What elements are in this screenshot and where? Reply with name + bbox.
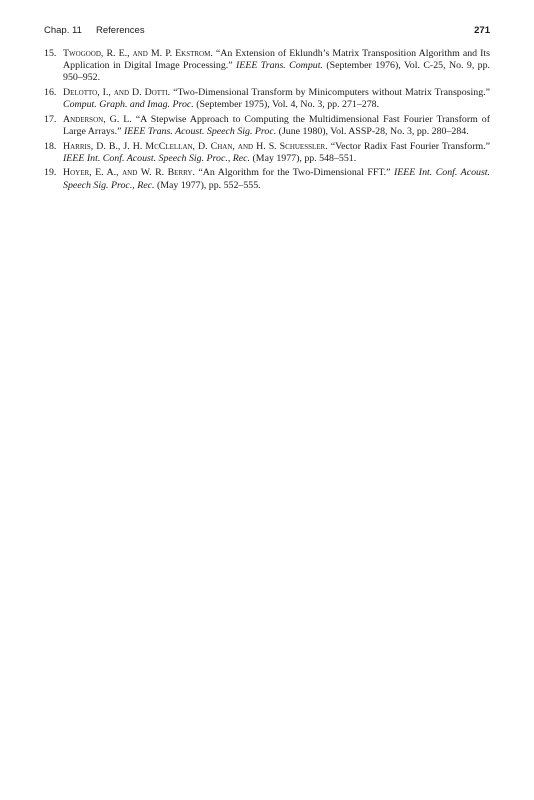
reference-title: “Vector Radix Fast Fourier Transform.” (330, 140, 491, 152)
reference-title: “An Extension of Eklundh’s Matrix Transposition Algorithm and Its Application in Digital Image Processing.” (63, 48, 491, 72)
reference-number: 16. (44, 87, 57, 98)
reference-details: (June 1980), Vol. ASSP-28, No. 3, pp. 280–284. (278, 126, 469, 137)
reference-number: 17. (44, 113, 57, 125)
reference-item (44, 87, 490, 111)
reference-and: and (122, 167, 138, 179)
reference-author: W. R. Berry. (140, 167, 195, 179)
reference-details: (September 1976), Vol. C-25, No. 9, pp. 950–952. (63, 60, 491, 84)
page-number: 271 (474, 25, 490, 36)
reference-journal: IEEE Int. Conf. Acoust. Speech Sig. Proc., Rec. (63, 152, 251, 164)
reference-author: M. P. Ekstrom. (150, 48, 213, 59)
reference-journal: IEEE Int. Conf. Acoust. Speech Sig. Proc., Rec. (63, 167, 491, 191)
reference-and: and (237, 140, 254, 152)
reference-item (44, 48, 490, 85)
reference-title: “Two-Dimensional Transform by Minicomputers without Matrix Transposing.” (173, 87, 490, 98)
reference-author: H. S. Schuessler. (256, 140, 328, 152)
reference-journal: Comput. Graph. and Imag. Proc. (63, 99, 194, 111)
reference-journal: IEEE Trans. Comput. (236, 60, 323, 72)
reference-title: “A Stepwise Approach to Computing the Multidimensional Fast Fourier Transform of Large Arrays.” (63, 113, 490, 137)
reference-author: Hoyer, E. A., (63, 167, 119, 179)
reference-author: D. Dotti. (132, 87, 171, 98)
reference-and: and (132, 48, 148, 59)
reference-item (44, 114, 490, 138)
reference-details: (May 1977), pp. 548–551. (252, 152, 357, 164)
running-head (44, 25, 490, 39)
reference-number: 15. (44, 48, 57, 59)
reference-list (44, 48, 490, 194)
section-title: References (96, 25, 145, 36)
reference-author: Anderson, G. L. (63, 113, 132, 125)
reference-author: Twogood, R. E., (63, 48, 130, 59)
reference-number: 19. (44, 167, 57, 179)
reference-details: (May 1977), pp. 552–555. (156, 179, 261, 191)
reference-title: “An Algorithm for the Two-Dimensional FFT.” (198, 167, 391, 179)
reference-author: Harris, D. B., J. H. McClellan, D. Chan, (63, 140, 235, 152)
reference-author: Delotto, I., (63, 87, 111, 98)
chapter-label: Chap. 11 (44, 25, 82, 36)
reference-item (44, 167, 490, 191)
reference-details: (September 1975), Vol. 4, No. 3, pp. 271–278. (196, 99, 380, 111)
reference-journal: IEEE Trans. Acoust. Speech Sig. Proc. (123, 126, 277, 137)
reference-item (44, 141, 490, 165)
reference-number: 18. (44, 140, 57, 152)
reference-and: and (113, 87, 130, 98)
